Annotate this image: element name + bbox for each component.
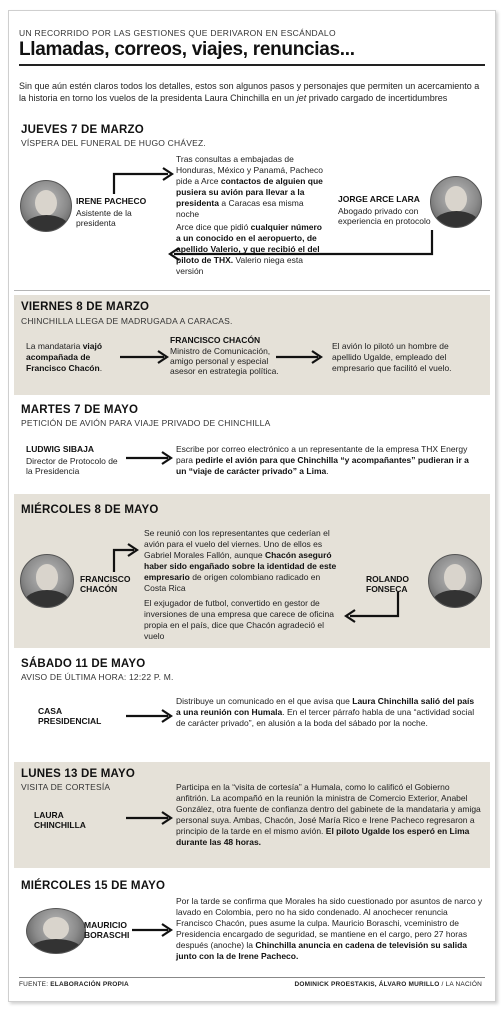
kicker: UN RECORRIDO POR LAS GESTIONES QUE DERIVARON EN ESCÁNDALO xyxy=(19,28,336,38)
event-text-2: Arce dice que pidió cualquier número a un conocido en el aeropuerto, de apellido Valerio, y que recibió el del piloto de THX. Valerio niega esta versión xyxy=(176,222,322,276)
source-value: ELABORACIÓN PROPIA xyxy=(50,981,129,988)
section-viernes-8-marzo xyxy=(14,295,490,395)
flow-arrows xyxy=(14,400,490,488)
flow-arrows xyxy=(14,762,490,868)
section-title: MARTES 7 DE MAYO xyxy=(21,404,139,416)
authors: DOMINICK PROESTAKIS, ÁLVARO MURILLO xyxy=(294,981,440,988)
event-text-1: Distribuye un comunicado en el que avisa que Laura Chinchilla salió del país a una reunión con Humala. En el tercer párrafo habla de una “actividad social de carácter privado”, en alusión a la boda del sábado por la noche. xyxy=(176,696,475,728)
event-text-1: Participa en la “visita de cortesía” a Humala, como lo calificó el Gobierno anfitrión. La acompañó en la reunión la ministra de Comercio Exterior, Anabel González, otra fuente de confianza dentro del gabinete de la mandataria y amiga personal suya. Ambas, Chacón, José María Rico e Irene Pacheco regresaron a principio de la tarde en el mismo avión. El piloto Ugalde los esperó en Lima durante las 48 horas. xyxy=(176,782,481,847)
event-text-1: Por la tarde se confirma que Morales ha sido cuestionado por asuntos de narco y lavado en Colombia, pero no ha sido condenado. Al anochecer renuncia Francisco Chacón, pues asume la culpa. Mauricio Boraschi, vceministro de Presidencia encargado de seguridad, se mantiene en el cargo, pero 27 horas después (anoche) la Chinchilla anuncia en cadena de televisión su salida junto con la de Irene Pacheco. xyxy=(176,896,483,961)
person-name: CASA PRESIDENCIAL xyxy=(38,706,102,726)
person-role: Asistente de la presidenta xyxy=(76,208,132,228)
person-name: JORGE ARCE LARA xyxy=(338,194,420,204)
flow-arrows xyxy=(14,494,490,648)
section-title: MIÉRCOLES 15 DE MAYO xyxy=(21,880,166,892)
page-title: Llamadas, correos, viajes, renuncias... xyxy=(19,39,355,60)
event-text-2: El exjugador de futbol, convertido en gestor de inversiones de una empresa que carece de oficina propia en el país, dice que Chacón agradeció el vuelo xyxy=(144,598,334,641)
section-miercoles-8-mayo xyxy=(14,494,490,648)
person-name: LUDWIG SIBAJA xyxy=(26,444,94,454)
section-divider xyxy=(14,290,490,291)
section-title: JUEVES 7 DE MARZO xyxy=(21,124,144,136)
section-title: MIÉRCOLES 8 DE MAYO xyxy=(21,504,159,516)
footer-credits xyxy=(295,981,482,988)
person-role: Abogado privado con experiencia en protocolo xyxy=(338,206,431,226)
person-role: Director de Protocolo de la Presidencia xyxy=(26,456,118,476)
title-rule xyxy=(19,64,485,66)
flow-arrows xyxy=(14,654,490,756)
intro-text: Sin que aún estén claros todos los detalles, estos son algunos pasos y personajes que permiten un acercamiento a la historia en torno los vuelos de la presidenta Laura Chinchilla en un jet privado cargado de incertidumbres xyxy=(19,81,480,103)
section-subtitle: CHINCHILLA LLEGA DE MADRUGADA A CARACAS. xyxy=(21,316,233,326)
section-subtitle: VISITA DE CORTESÍA xyxy=(21,782,111,792)
person-name: ROLANDO FONSECA xyxy=(366,574,409,594)
section-sabado-11-mayo xyxy=(14,654,490,756)
person-name: IRENE PACHECO xyxy=(76,196,147,206)
event-text-1: Tras consultas a embajadas de Honduras, México y Panamá, Pacheco pide a Arce contactos de alguien que pusiera su avión para llevar a la presidenta a Caracas esa misma noche xyxy=(176,154,323,219)
section-title: SÁBADO 11 DE MAYO xyxy=(21,658,146,670)
section-martes-7-mayo xyxy=(14,400,490,488)
source-label: FUENTE: xyxy=(19,981,49,988)
person-name: FRANCISCO CHACÓN xyxy=(170,335,261,345)
event-text-2: El avión lo pilotó un hombre de apellido Ugalde, empleado del empresario que facilitó el vuelo. xyxy=(332,341,452,373)
flow-arrows xyxy=(14,874,490,978)
section-title: VIERNES 8 DE MARZO xyxy=(21,301,150,313)
person-name: LAURA CHINCHILLA xyxy=(34,810,86,830)
footer-rule xyxy=(19,977,485,978)
section-title: LUNES 13 DE MAYO xyxy=(21,768,135,780)
footer-source xyxy=(19,981,129,988)
event-text-1: Escribe por correo electrónico a un representante de la empresa THX Energy para pedirle el avión para que Chinchilla “y acompañantes” pudieran ir a un “viaje de carácter privado” a Lima. xyxy=(176,444,469,476)
section-jueves-7-marzo xyxy=(14,118,490,290)
person-name: MAURICIO BORASCHI xyxy=(84,920,130,940)
section-subtitle: PETICIÓN DE AVIÓN PARA VIAJE PRIVADO DE CHINCHILLA xyxy=(21,418,271,428)
person-name: FRANCISCO CHACÓN xyxy=(80,574,131,594)
flow-arrows xyxy=(14,295,490,395)
event-text-1: Se reunió con los representantes que cederían el avión para el vuelo del viernes. Uno de ellos es Gabriel Morales Fallón, aunque Chacón aseguró haber sido engañado sobre la identidad de este empresario de origen colombiano radicado en Costa Rica xyxy=(144,528,337,593)
person-role: Ministro de Comunicación, amigo personal y especial asesor en estrategia política. xyxy=(170,346,279,376)
section-subtitle: VÍSPERA DEL FUNERAL DE HUGO CHÁVEZ. xyxy=(21,138,206,148)
section-subtitle: AVISO DE ÚLTIMA HORA: 12:22 P. M. xyxy=(21,672,174,682)
outlet: / LA NACIÓN xyxy=(441,981,482,988)
section-lunes-13-mayo xyxy=(14,762,490,868)
section-miercoles-15-mayo xyxy=(14,874,490,978)
flow-arrows xyxy=(14,118,490,290)
event-text-1: La mandataria viajó acompañada de Francisco Chacón. xyxy=(26,341,103,373)
